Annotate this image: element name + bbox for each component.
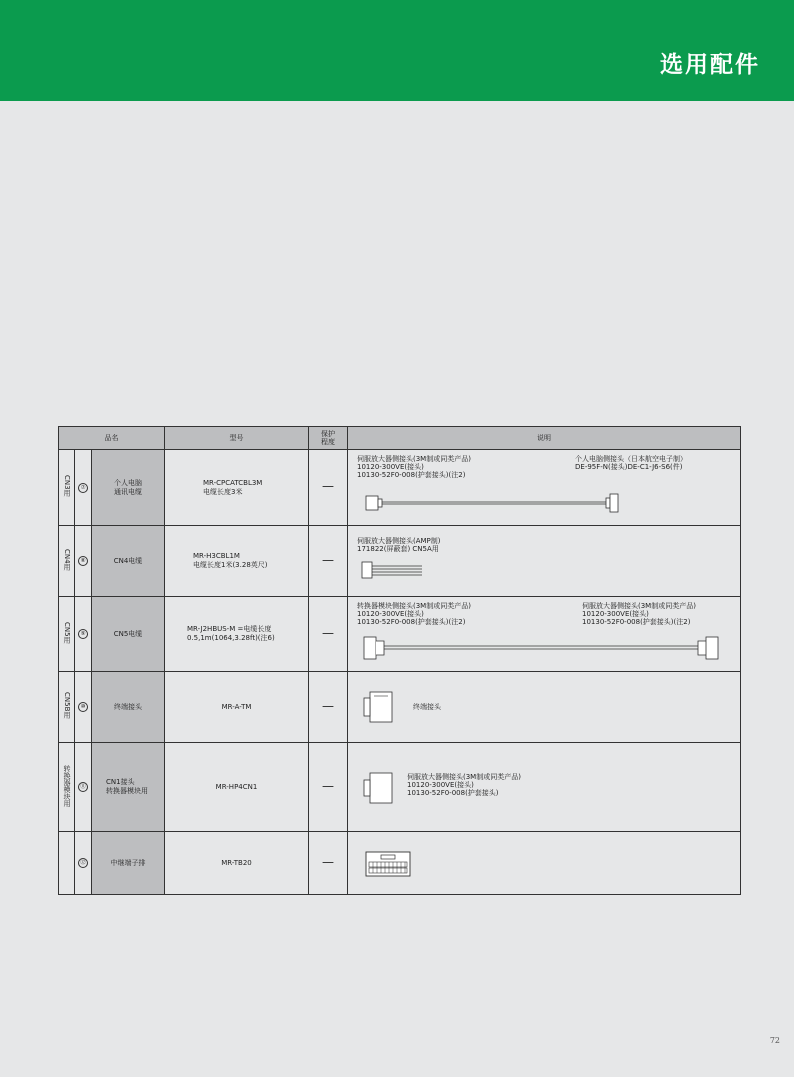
table-row [59,832,741,895]
row-group: CN3用 [59,450,75,526]
row-group: CN5用 [59,597,75,672]
desc-left: 伺服放大器侧接头(3M制或同类产品) 10120-300VE(接头) 10130-52F0-008(护套接头) [407,773,521,797]
desc-left: 伺服放大器侧接头(3M制或同类产品) 10120-300VE(接头) 10130-52F0-008(护套接头)(注2) [357,455,471,479]
table-row [59,450,741,526]
terminal-connector-illustration [362,690,402,724]
row-protection: — [309,743,348,832]
page-title: 选用配件 [660,52,760,78]
row-name: CN5电缆 [92,597,165,672]
row-name: 个人电脑 通讯电缆 [92,450,165,526]
row-model: MR-A-TM [165,672,309,743]
row-description [348,672,741,743]
table-row [59,597,741,672]
row-description [348,526,741,597]
terminal-block-illustration [364,850,414,878]
header-description: 说明 [348,427,741,450]
row-protection: — [309,450,348,526]
cable-illustration [364,488,624,518]
row-model: MR-HP4CN1 [165,743,309,832]
header-name: 品名 [59,427,165,450]
row-model: MR-J2HBUS-M =电缆长度 0.5,1m(1064,3.28ft)(注6) [165,597,309,672]
row-protection: — [309,672,348,743]
table-header-row [59,427,741,450]
desc-left: 转换器模块侧接头(3M制或同类产品) 10120-300VE(接头) 10130-52F0-008(护套接头)(注2) [357,602,471,626]
row-number: ⑧ [75,526,92,597]
row-number: ⑪ [75,743,92,832]
table-row [59,672,741,743]
header-model: 型号 [165,427,309,450]
desc-right: 伺服放大器侧接头(3M制或同类产品) 10120-300VE(接头) 10130-52F0-008(护套接头)(注2) [582,602,696,626]
row-group [59,832,75,895]
row-description [348,743,741,832]
row-name: CN1接头 转换器模块用 [92,743,165,832]
desc-left: 终端接头 [413,703,441,711]
accessories-table [58,426,741,895]
row-description [348,832,741,895]
desc-right: 个人电脑侧接头（日本航空电子制） DE-95F-N(接头)DE-C1-J6-S6(件) [575,455,687,471]
row-number: ⑨ [75,597,92,672]
row-name: 中继端子排 [92,832,165,895]
row-group: CN5B用 [59,672,75,743]
table-row [59,743,741,832]
cable-illustration [362,633,722,667]
row-number: ⑫ [75,832,92,895]
row-name: CN4电缆 [92,526,165,597]
row-number: ⑦ [75,450,92,526]
table-row [59,526,741,597]
row-name: 终端接头 [92,672,165,743]
desc-left: 伺服放大器侧接头(AMP制) 171822(屏蔽套) CN5A用 [357,537,441,553]
connector-illustration [362,771,402,805]
row-description [348,597,741,672]
row-protection: — [309,832,348,895]
page-number: 72 [769,1036,780,1045]
connector-wire-illustration [360,560,430,582]
row-protection: — [309,597,348,672]
page-header [0,0,794,101]
row-number: ⑩ [75,672,92,743]
row-model: MR-H3CBL1M 电缆长度1米(3.28英尺) [165,526,309,597]
row-model: MR-CPCATCBL3M 电缆长度3米 [165,450,309,526]
row-model: MR-TB20 [165,832,309,895]
row-group: 转换器模块用 [59,743,75,832]
row-group: CN4用 [59,526,75,597]
header-protection: 保护 程度 [309,427,348,450]
row-protection: — [309,526,348,597]
row-description [348,450,741,526]
